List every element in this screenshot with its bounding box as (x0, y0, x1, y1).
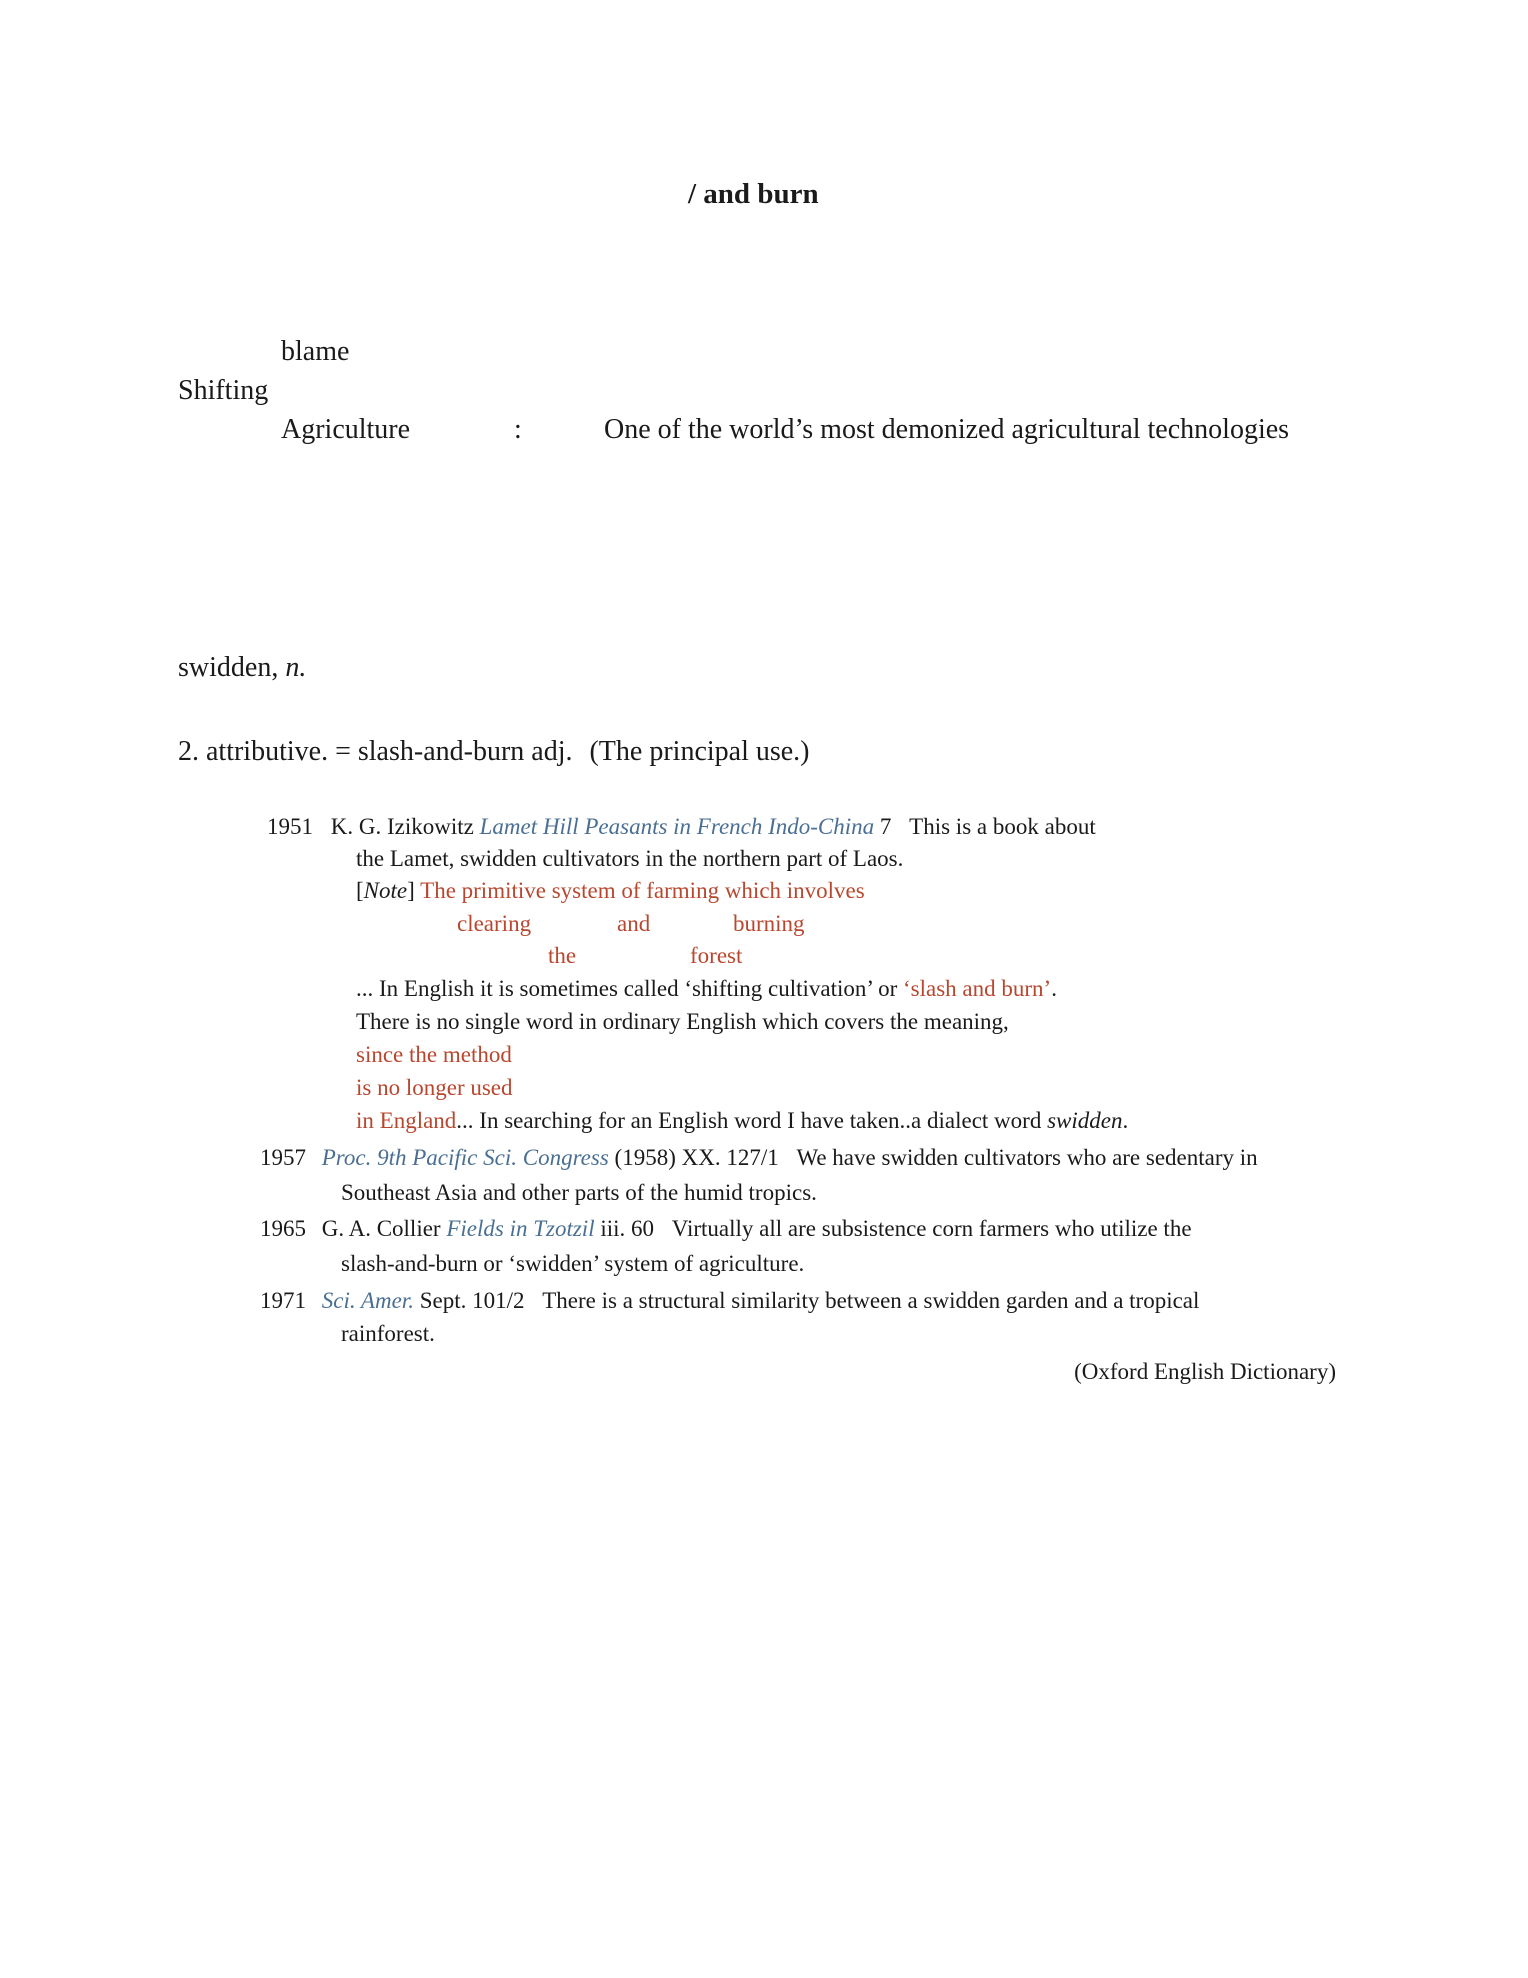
period: . (1051, 976, 1057, 1001)
quotation-text: There is a structural similarity between a swidden garden and a tropical (542, 1288, 1200, 1313)
entry-headword: swidden, (178, 652, 279, 683)
quotation-text: This is a book about (909, 814, 1096, 839)
quotation-1965-line2: slash-and-burn or ‘swidden’ system of agriculture. (341, 1251, 805, 1276)
quotation-1971-line1 (260, 1288, 1199, 1314)
quotation-1951-line5 (356, 976, 1057, 1002)
quotation-text: ... In English it is sometimes called ‘shifting cultivation’ or (356, 976, 898, 1001)
swidden-word: swidden (1047, 1108, 1123, 1133)
quotation-1951-red2: is no longer used (356, 1075, 513, 1100)
source-attribution: (Oxford English Dictionary) (1074, 1359, 1336, 1384)
quotation-1965-line1 (260, 1216, 1192, 1242)
quotation-year: 1971 (260, 1288, 306, 1313)
quotation-1951-note (356, 878, 865, 904)
quotation-1957-line2: Southeast Asia and other parts of the humid tropics. (341, 1180, 817, 1205)
note-bracket-close: ] (407, 878, 415, 903)
quotation-text: We have swidden cultivators who are sedentary in (796, 1145, 1258, 1170)
page-title: / and burn (688, 178, 819, 210)
entry-headword-line (178, 652, 306, 684)
quotation-work-link[interactable]: Fields in Tzotzil (446, 1216, 595, 1241)
quotation-text: ... In searching for an English word I have taken..a dialect word (456, 1108, 1042, 1133)
quotation-1951-line9 (356, 1108, 1128, 1134)
word-forest: forest (690, 943, 743, 968)
note-label: Note (363, 878, 408, 903)
quotation-year: 1951 (267, 814, 313, 839)
slash-and-burn-highlight: ‘slash and burn’ (903, 976, 1052, 1001)
quotation-year: 1957 (260, 1145, 306, 1170)
period: . (1122, 1108, 1129, 1133)
quotation-1951-line6: There is no single word in ordinary English which covers the meaning, (356, 1009, 1009, 1034)
quotation-author: G. A. Collier (321, 1216, 441, 1241)
word-the: the (548, 943, 577, 968)
quotation-year: 1965 (260, 1216, 306, 1241)
heading-colon: : (514, 414, 522, 445)
heading-subtitle: One of the world’s most demonized agricultural technologies (604, 414, 1290, 445)
entry-part-of-speech: n. (285, 652, 307, 683)
word-burning: burning (733, 911, 805, 936)
quotation-1951-red1: since the method (356, 1042, 512, 1067)
heading-shifting: Shifting (178, 375, 269, 406)
quotation-1951-line1 (267, 814, 1096, 840)
word-and: and (617, 911, 651, 936)
entry-sense-line (178, 736, 810, 768)
word-clearing: clearing (457, 911, 532, 936)
note-bracket-open: [ (356, 878, 364, 903)
quotation-work-link[interactable]: Proc. 9th Pacific Sci. Congress (321, 1145, 609, 1170)
quotation-author: K. G. Izikowitz (330, 814, 474, 839)
quotation-ref: 7 (879, 814, 892, 839)
entry-sense-note: (The principal use.) (589, 736, 810, 767)
heading-blame: blame (281, 336, 350, 367)
note-highlight: The primitive system of farming which involves (420, 878, 865, 903)
quotation-work-link[interactable]: Lamet Hill Peasants in French Indo-China (479, 814, 875, 839)
entry-sense: 2. attributive. = slash-and-burn adj. (178, 736, 573, 767)
heading-agriculture: Agriculture (281, 414, 411, 445)
quotation-text: Virtually all are subsistence corn farmers who utilize the (671, 1216, 1192, 1241)
quotation-1971-line2: rainforest. (341, 1321, 435, 1346)
quotation-1951-line2: the Lamet, swidden cultivators in the northern part of Laos. (356, 846, 904, 871)
quotation-1957-line1 (260, 1145, 1258, 1171)
quotation-ref: Sept. 101/2 (419, 1288, 525, 1313)
in-england-highlight: in England (356, 1108, 457, 1133)
quotation-work-link[interactable]: Sci. Amer. (321, 1288, 414, 1313)
quotation-ref: (1958) XX. 127/1 (614, 1145, 779, 1170)
quotation-ref: iii. 60 (600, 1216, 655, 1241)
